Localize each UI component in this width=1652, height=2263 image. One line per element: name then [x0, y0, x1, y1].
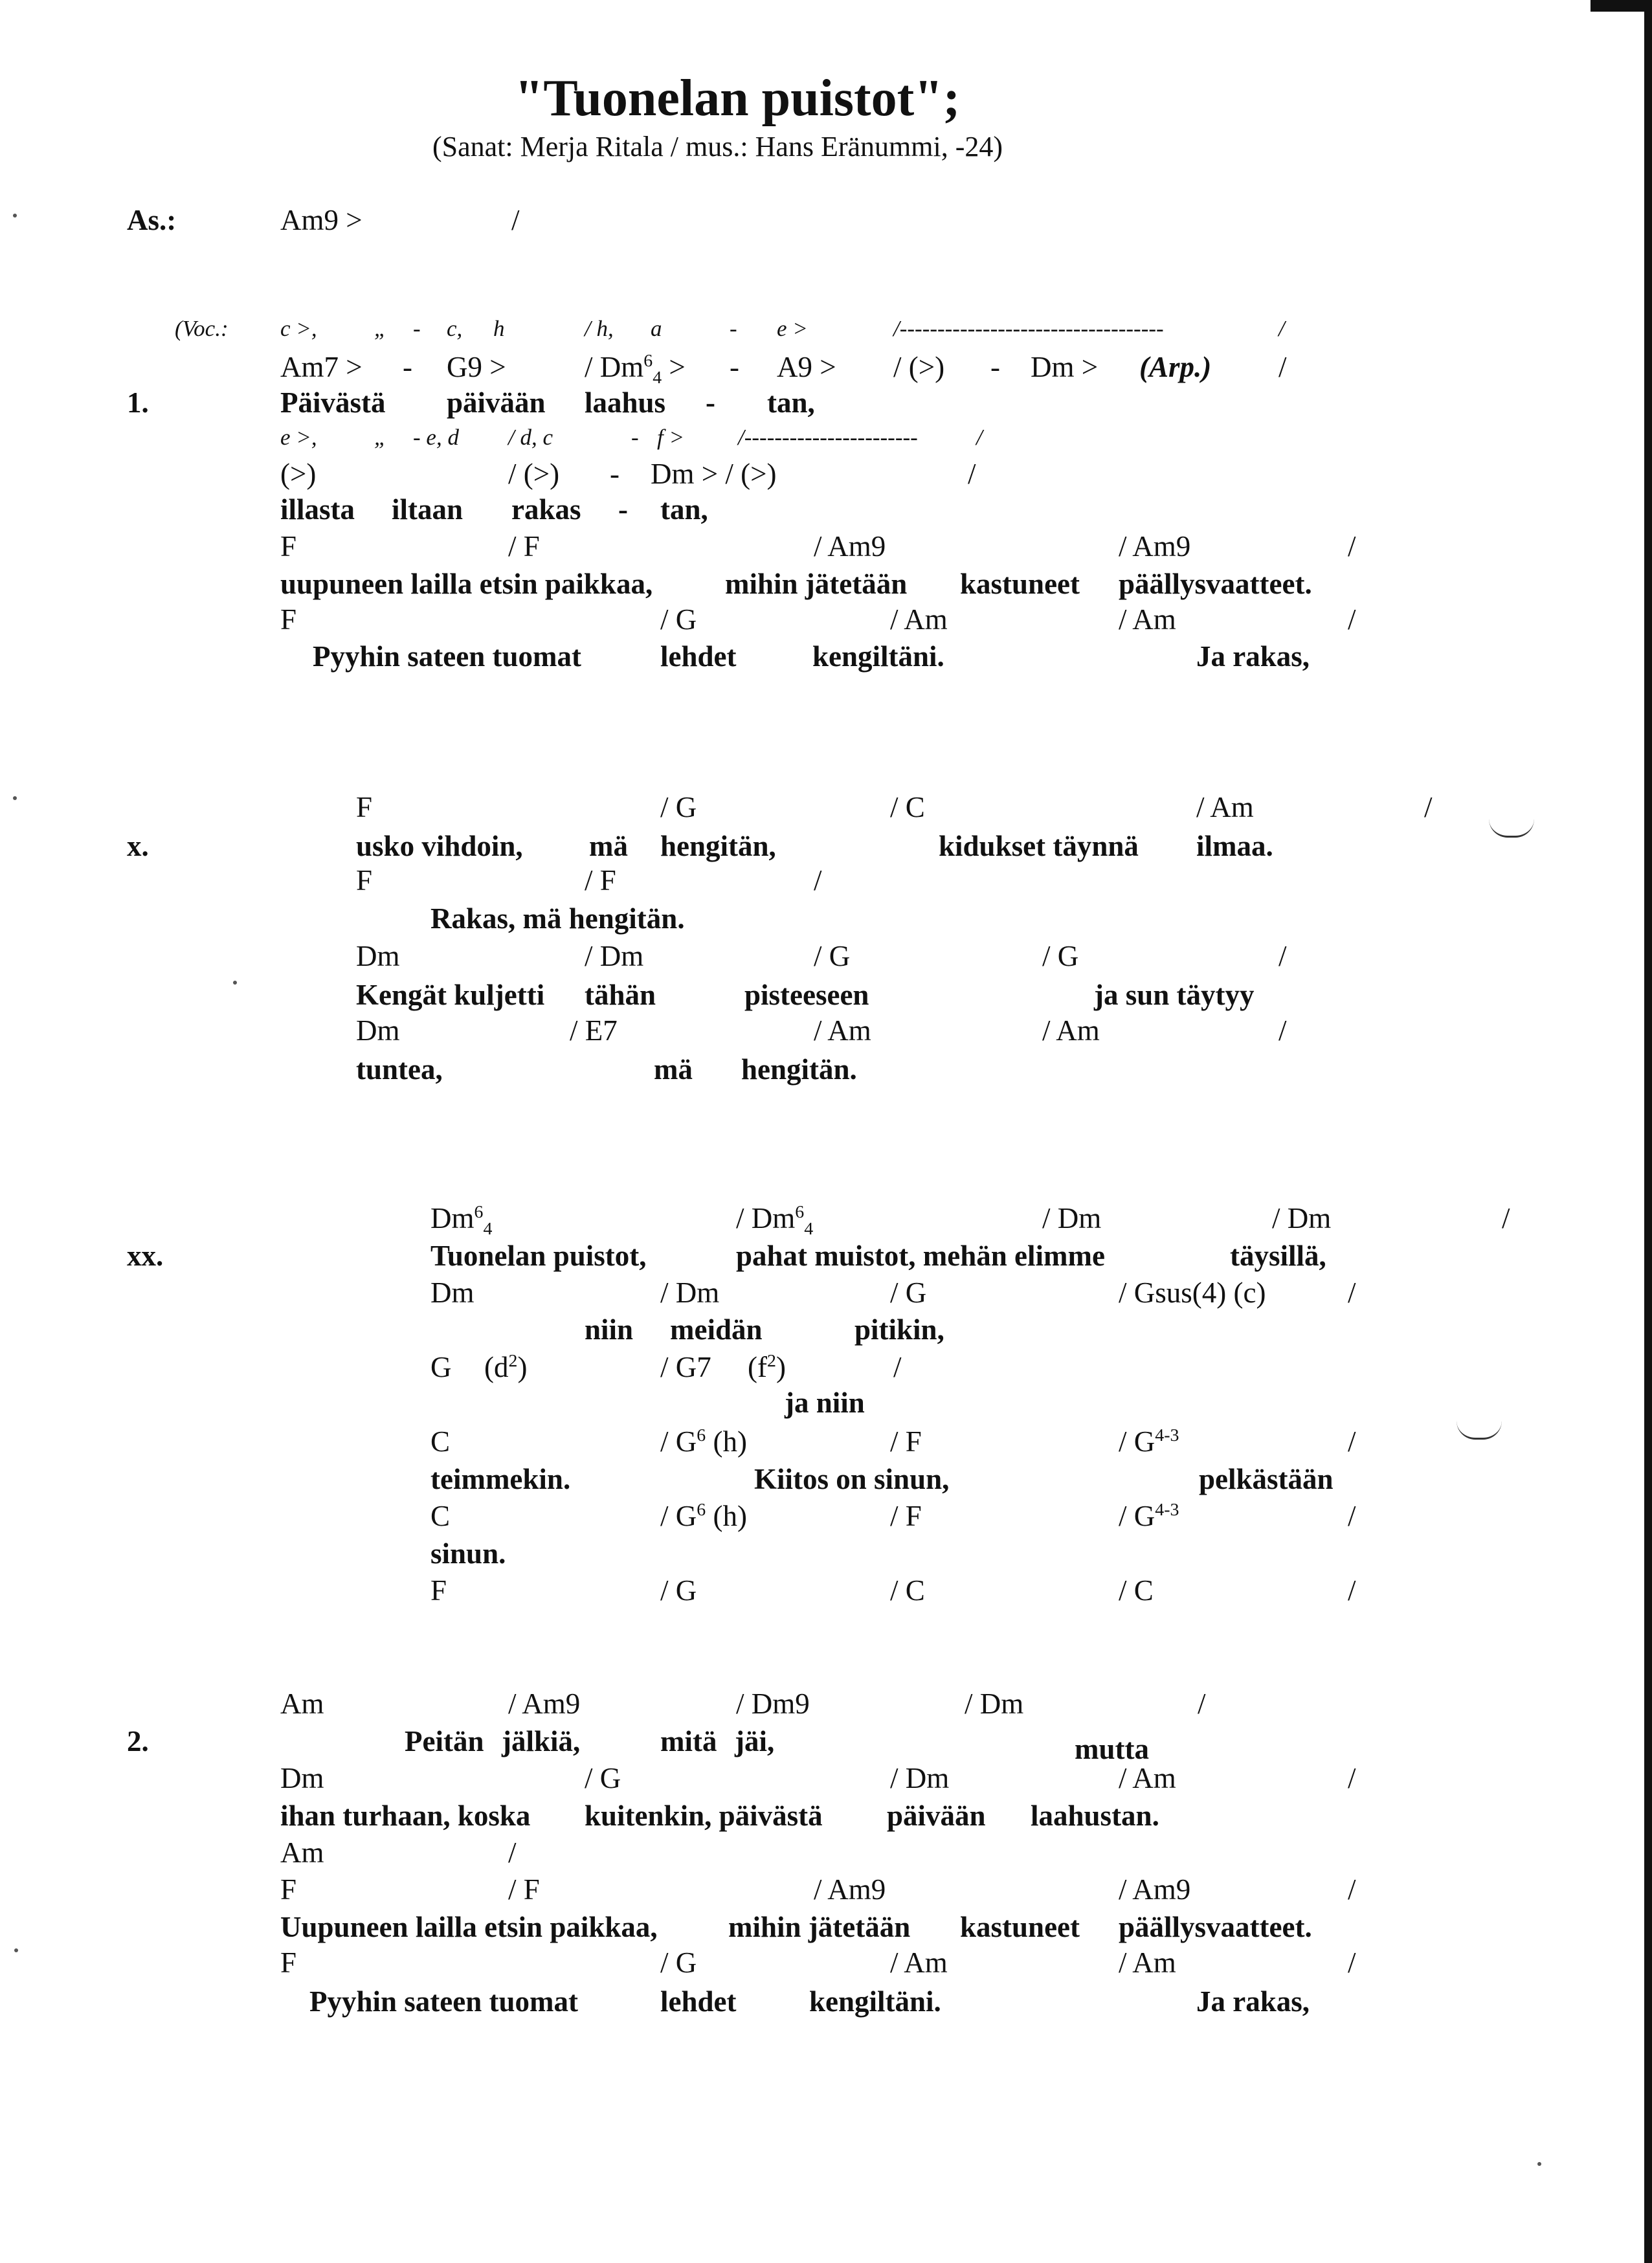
lyric: Ja rakas, [1196, 640, 1310, 673]
lyric: laahustan. [1031, 1800, 1159, 1832]
voc-note: - [413, 316, 421, 341]
lyric: Kiitos on sinun, [754, 1463, 950, 1495]
voc-note: c >, [280, 316, 317, 341]
voc-note: / h, [585, 316, 614, 341]
lyric: kastuneet [960, 1911, 1080, 1943]
chord: F [356, 791, 373, 823]
chord: Am [280, 1836, 324, 1869]
chord: C [430, 1500, 451, 1532]
lyric: usko vihdoin, [356, 830, 523, 862]
arpeggio-mark: (Arp.) [1139, 351, 1212, 383]
chord: / G [660, 1574, 697, 1607]
punch-hole-mark [1489, 819, 1534, 838]
lyric: mitä [660, 1725, 717, 1757]
voc-note: a [651, 316, 662, 341]
lyric: Tuonelan puistot, [430, 1240, 647, 1272]
chord: / C [890, 791, 925, 823]
bar-line: / [1424, 791, 1433, 823]
scan-speck [14, 1948, 18, 1952]
lyric: sinun. [430, 1537, 506, 1570]
lyric: lehdet [660, 1985, 737, 2018]
scan-edge-top [1591, 0, 1652, 12]
chord: $Dm^6_4$ [430, 1202, 493, 1239]
chord: Dm [280, 1762, 324, 1794]
voc-note: /----------------------------------- [893, 316, 1164, 341]
song-credits: (Sanat: Merja Ritala / mus.: Hans Eränummi, -24) [432, 131, 1003, 162]
chord: / F [508, 530, 540, 563]
bar-line: / [511, 204, 520, 236]
chord: F [430, 1574, 447, 1607]
lyric: mä [589, 830, 628, 862]
lyric: rakas [511, 493, 581, 526]
lyric: - [618, 493, 628, 526]
lyric: kengiltäni. [812, 640, 944, 673]
voc-note: c, [447, 316, 463, 341]
lyric: kuitenkin, päivästä [585, 1800, 823, 1832]
lyric: päällysvaatteet. [1119, 1911, 1312, 1943]
bar-line: / [1348, 1276, 1356, 1309]
lyric: kidukset täynnä [939, 830, 1139, 862]
lyric: teimmekin. [430, 1463, 571, 1495]
chord: Dm > [1031, 351, 1099, 383]
lyric: täysillä, [1230, 1240, 1326, 1272]
verse-marker: 1. [127, 386, 149, 419]
chord: - [990, 351, 1000, 383]
bar-line: / [1278, 351, 1287, 383]
lyric: kengiltäni. [809, 1985, 941, 2018]
chord: - [730, 351, 739, 383]
bar-line: / [893, 1351, 902, 1383]
bar-line: / [1348, 1425, 1356, 1458]
chord: / $G^{4-3}$ [1119, 1500, 1179, 1532]
chord: / Am [1042, 1014, 1100, 1047]
lyric: pisteeseen [744, 979, 869, 1011]
lyric: ja sun täytyy [1094, 979, 1255, 1011]
bar-line: / [1348, 603, 1356, 636]
chord: / G7 [660, 1351, 711, 1383]
chord: / F [890, 1425, 922, 1458]
chord: $(f^2)$ [748, 1351, 786, 1383]
voc-note: / d, c [508, 425, 553, 450]
lyric: Kengät kuljetti [356, 979, 545, 1011]
bar-line: / [508, 1836, 517, 1869]
chord: / (>) [893, 351, 945, 383]
chord: / F [890, 1500, 922, 1532]
scan-edge-right [1644, 0, 1652, 2263]
chord: $(d^2)$ [484, 1351, 528, 1383]
lyric: mihin jätetään [728, 1911, 911, 1943]
lyric: pitikin, [854, 1313, 944, 1346]
lyric: päällysvaatteet. [1119, 568, 1312, 600]
chord: / Am [890, 603, 948, 636]
chord: G9 > [447, 351, 506, 383]
voc-note: h [493, 316, 505, 341]
chord: Dm [356, 940, 400, 972]
chord: / Dm [660, 1276, 720, 1309]
chord: / Am [1119, 1762, 1176, 1794]
lyric: mutta [1075, 1733, 1149, 1765]
chord: / G [814, 940, 851, 972]
chord: F [280, 1946, 297, 1979]
chord: / Am [1196, 791, 1254, 823]
chord: / F [585, 864, 616, 897]
lyric: mä [654, 1053, 693, 1086]
chord: / Am [890, 1946, 948, 1979]
voc-note: e > [777, 316, 808, 341]
chord: / Am9 [508, 1688, 581, 1720]
voc-note: - [730, 316, 737, 341]
voc-note: „ [374, 316, 387, 341]
lyric: niin [585, 1313, 634, 1346]
voc-note: „ [374, 425, 387, 450]
lyric: ihan turhaan, koska [280, 1800, 531, 1832]
lyric: mihin jätetään [725, 568, 908, 600]
chord: (>) [280, 458, 317, 490]
chord: / Dm [1272, 1202, 1332, 1234]
bar-line: / [1278, 940, 1287, 972]
bar-line: / [1348, 530, 1356, 563]
chord: Dm [430, 1276, 474, 1309]
lyric: tan, [767, 386, 815, 419]
chord: / G [660, 1946, 697, 1979]
chord: / G [1042, 940, 1079, 972]
chord: / $Dm^6_4$ > [585, 351, 686, 388]
lyric: laahus [585, 386, 666, 419]
chord: / G [660, 791, 697, 823]
chord: / Am9 [814, 1873, 886, 1906]
bar-line: / [1348, 1762, 1356, 1794]
lyric: hengitän. [741, 1053, 857, 1086]
chord: C [430, 1425, 451, 1458]
lyric: - [706, 386, 715, 419]
chord: / F [508, 1873, 540, 1906]
lyric: päivään [887, 1800, 986, 1832]
chord: / Am [814, 1014, 871, 1047]
voc-note: - e, d [413, 425, 459, 450]
lyric: tan, [660, 493, 708, 526]
chord: / $G^6$ (h) [660, 1500, 747, 1532]
section-marker: xx. [127, 1240, 164, 1272]
voc-note: e >, [280, 425, 317, 450]
chord: - [403, 351, 412, 383]
lyric: jälkiä, [502, 1725, 581, 1757]
scan-speck [1537, 2162, 1541, 2166]
bar-line: / [1198, 1688, 1206, 1720]
chord: / C [890, 1574, 925, 1607]
lyric: uupuneen lailla etsin paikkaa, [280, 568, 653, 600]
lyric: hengitän, [660, 830, 776, 862]
chord: / Dm [890, 1762, 950, 1794]
voc-note: /----------------------- [738, 425, 918, 450]
chord: / Dm [1042, 1202, 1102, 1234]
lyric: Päivästä [280, 386, 386, 419]
lyric: Pyyhin sateen tuomat [313, 640, 581, 673]
chord: A9 > [777, 351, 836, 383]
bar-line: / [1278, 1014, 1287, 1047]
scan-speck [13, 214, 17, 217]
lyric: Ja rakas, [1196, 1985, 1310, 2018]
scan-speck [233, 981, 237, 985]
chord: / C [1119, 1574, 1154, 1607]
voc-note: / [976, 425, 983, 450]
lyric: Rakas, mä hengitän. [430, 902, 685, 935]
chord: / Am [1119, 603, 1176, 636]
punch-hole-mark [1457, 1421, 1502, 1440]
chord: F [280, 1873, 297, 1906]
chord: / Am9 [1119, 1873, 1191, 1906]
chord: / G [585, 1762, 621, 1794]
bar-line: / [1502, 1202, 1510, 1234]
chord: Am [280, 1688, 324, 1720]
chord: / Am [1119, 1946, 1176, 1979]
chord: / Dm9 [736, 1688, 810, 1720]
chord: Dm > / (>) [651, 458, 777, 490]
lyric: ilmaa. [1196, 830, 1273, 862]
bar-line: / [814, 864, 822, 897]
voc-note: f > [657, 425, 685, 450]
chord: / Gsus(4) (c) [1119, 1276, 1266, 1309]
chord: G [430, 1351, 452, 1383]
lyric: meidän [670, 1313, 763, 1346]
lyric: Pyyhin sateen tuomat [309, 1985, 578, 2018]
chord: / $Dm^6_4$ [736, 1202, 814, 1239]
chord: / Dm [585, 940, 644, 972]
chord: / G [890, 1276, 927, 1309]
chord: / (>) [508, 458, 560, 490]
chord: F [356, 864, 373, 897]
intro-marker: As.: [127, 204, 177, 236]
chord: - [610, 458, 620, 490]
lyric: tähän [585, 979, 656, 1011]
scan-speck [13, 796, 17, 800]
lyric: ja niin [785, 1387, 865, 1419]
lyric: jäi, [735, 1725, 775, 1757]
voc-note: - [631, 425, 639, 450]
bar-line: / [1348, 1500, 1356, 1532]
lyric: iltaan [392, 493, 463, 526]
chord: / G [660, 603, 697, 636]
chord: F [280, 603, 297, 636]
voc-label: (Voc.: [175, 316, 229, 341]
chord: Dm [356, 1014, 400, 1047]
chord: Am7 > [280, 351, 363, 383]
bar-line: / [1348, 1946, 1356, 1979]
lyric: Uupuneen lailla etsin paikkaa, [280, 1911, 658, 1943]
verse-marker: 2. [127, 1725, 149, 1757]
lyric: illasta [280, 493, 355, 526]
bar-line: / [968, 458, 976, 490]
chord: / Am9 [1119, 530, 1191, 563]
lyric: päivään [447, 386, 546, 419]
page-title: "Tuonelan puistot"; [515, 70, 961, 127]
section-marker: x. [127, 830, 149, 862]
lyric: kastuneet [960, 568, 1080, 600]
chord: / $G^6$ (h) [660, 1425, 747, 1458]
chord: / Am9 [814, 530, 886, 563]
bar-line: / [1348, 1574, 1356, 1607]
bar-line: / [1348, 1873, 1356, 1906]
lyric: pahat muistot, mehän elimme [736, 1240, 1105, 1272]
lyric: pelkästään [1199, 1463, 1334, 1495]
lyric: Peitän [405, 1725, 484, 1757]
intro-chord: Am9 > [280, 204, 363, 236]
chord: / E7 [570, 1014, 618, 1047]
lyric: tuntea, [356, 1053, 443, 1086]
voc-note: / [1278, 316, 1285, 341]
chord: / $G^{4-3}$ [1119, 1425, 1179, 1458]
chord: / Dm [965, 1688, 1024, 1720]
chord: F [280, 530, 297, 563]
lyric: lehdet [660, 640, 737, 673]
